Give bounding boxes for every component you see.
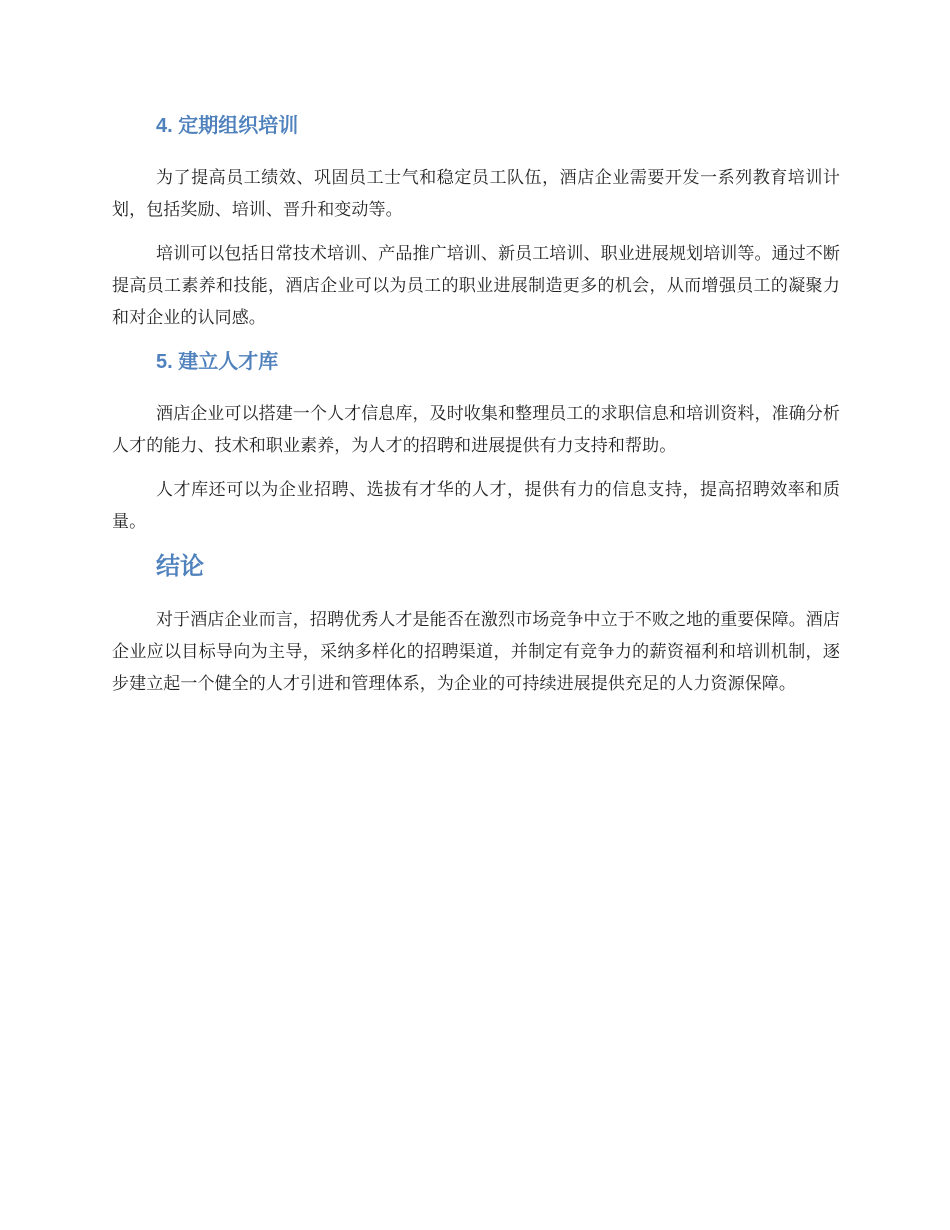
section-heading-talent-pool: 5. 建立人才库 (156, 351, 279, 373)
paragraph-talent-pool-1: 酒店企业可以搭建一个人才信息库，及时收集和整理员工的求职信息和培训资料，准确分析人才的能力、技术和职业素养，为人才的招聘和进展提供有力支持和帮助。 (112, 404, 840, 456)
paragraph-training-1: 为了提高员工绩效、巩固员工士气和稳定员工队伍，酒店企业需要开发一系列教育培训计划，包括奖励、培训、晋升和变动等。 (112, 168, 840, 220)
paragraph-conclusion: 对于酒店企业而言，招聘优秀人才是能否在激烈市场竞争中立于不败之地的重要保障。酒店企业应以目标导向为主导，采纳多样化的招聘渠道，并制定有竞争力的薪资福利和培训机制，逐步建立起一个健全的人才引进和管理体系，为企业的可持续进展提供充足的人力资源保障。 (112, 610, 840, 694)
conclusion-heading: 结论 (156, 553, 204, 580)
document-body (112, 110, 840, 712)
section-heading-training: 4. 定期组织培训 (156, 115, 299, 137)
paragraph-training-2: 培训可以包括日常技术培训、产品推广培训、新员工培训、职业进展规划培训等。通过不断提高员工素养和技能，酒店企业可以为员工的职业进展制造更多的机会，从而增强员工的凝聚力和对企业的认同感。 (112, 244, 840, 328)
paragraph-talent-pool-2: 人才库还可以为企业招聘、选拔有才华的人才，提供有力的信息支持，提高招聘效率和质量。 (112, 480, 840, 532)
